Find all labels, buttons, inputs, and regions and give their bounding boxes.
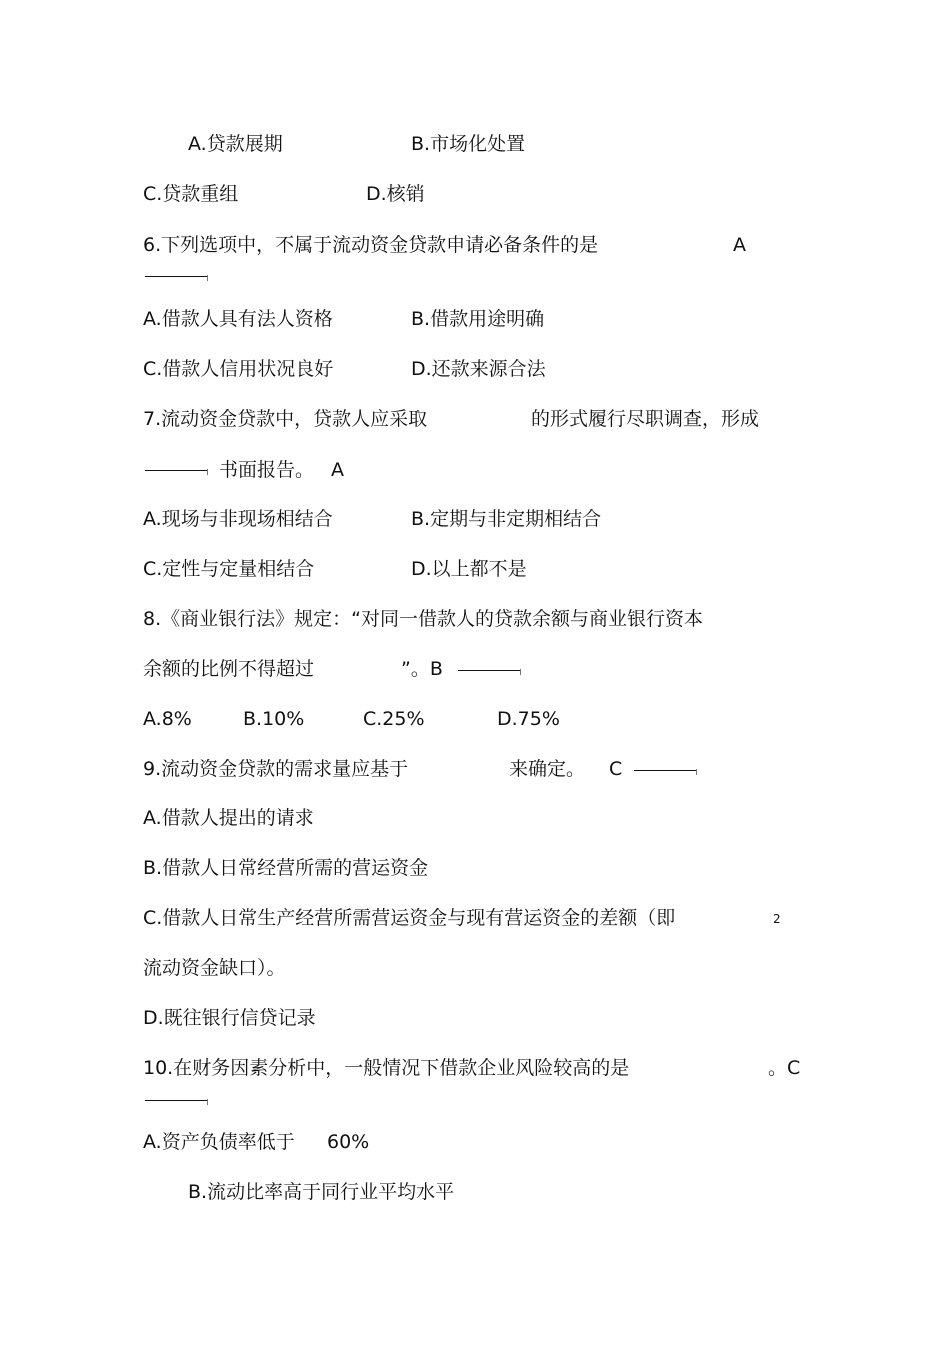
q10-option-a-value: 60% xyxy=(327,1131,370,1153)
q6-option-d: D.还款来源合法 xyxy=(411,358,546,380)
q5-option-d: D.核销 xyxy=(366,183,425,205)
q10-stem: 10.在财务因素分析中，一般情况下借款企业风险较高的是 xyxy=(143,1057,630,1079)
q5-option-c: C.贷款重组 xyxy=(143,183,239,205)
q8-blank-line xyxy=(458,670,520,671)
q6-stem: 6.下列选项中，不属于流动资金贷款申请必备条件的是 xyxy=(143,234,599,256)
q6-option-a: A.借款人具有法人资格 xyxy=(143,308,333,330)
page-number: 2 xyxy=(773,912,781,926)
q9-answer: C xyxy=(609,758,623,780)
q6-option-c: C.借款人信用状况良好 xyxy=(143,358,334,380)
q7-stem-part1: 7.流动资金贷款中，贷款人应采取 xyxy=(143,408,428,430)
q7-option-b: B.定期与非定期相结合 xyxy=(411,508,602,530)
q9-option-d: D.既往银行信贷记录 xyxy=(143,1007,316,1029)
q5-option-a: A.贷款展期 xyxy=(188,133,283,155)
q8-option-b: B.10% xyxy=(243,708,305,730)
q7-option-d: D.以上都不是 xyxy=(411,558,527,580)
q6-option-b: B.借款用途明确 xyxy=(411,308,545,330)
q9-blank-line xyxy=(634,770,696,771)
q6-blank-line xyxy=(145,276,207,277)
q9-option-a: A.借款人提出的请求 xyxy=(143,807,314,829)
q7-blank-line xyxy=(145,470,207,471)
q7-option-a: A.现场与非现场相结合 xyxy=(143,508,333,530)
q9-stem-part2: 来确定。 xyxy=(509,758,586,780)
q10-option-a-text: A.资产负债率低于 xyxy=(143,1131,295,1153)
q9-stem-part1: 9.流动资金贷款的需求量应基于 xyxy=(143,758,409,780)
q7-stem-part3: 书面报告。 xyxy=(219,459,315,481)
q7-option-c: C.定性与定量相结合 xyxy=(143,558,315,580)
q7-stem-part2: 的形式履行尽职调查，形成 xyxy=(531,408,760,430)
q8-option-a: A.8% xyxy=(143,708,192,730)
q10-option-b: B.流动比率高于同行业平均水平 xyxy=(188,1181,455,1203)
q8-stem-part3: ”。B xyxy=(401,658,443,680)
q10-answer: 。C xyxy=(768,1057,801,1079)
q9-option-b: B.借款人日常经营所需的营运资金 xyxy=(143,857,429,879)
q8-option-d: D.75% xyxy=(497,708,560,730)
q9-option-c-line1: C.借款人日常生产经营所需营运资金与现有营运资金的差额（即 xyxy=(143,907,676,929)
q9-option-c-line2: 流动资金缺口）。 xyxy=(143,957,286,979)
q6-answer: A xyxy=(733,234,746,256)
q7-answer: A xyxy=(331,459,344,481)
q10-blank-line xyxy=(145,1100,207,1101)
q8-stem-part1: 8.《商业银行法》规定：“对同一借款人的贷款余额与商业银行资本 xyxy=(143,608,703,630)
q8-option-c: C.25% xyxy=(363,708,425,730)
q8-stem-part2: 余额的比例不得超过 xyxy=(143,658,315,680)
q5-option-b: B.市场化处置 xyxy=(411,133,526,155)
